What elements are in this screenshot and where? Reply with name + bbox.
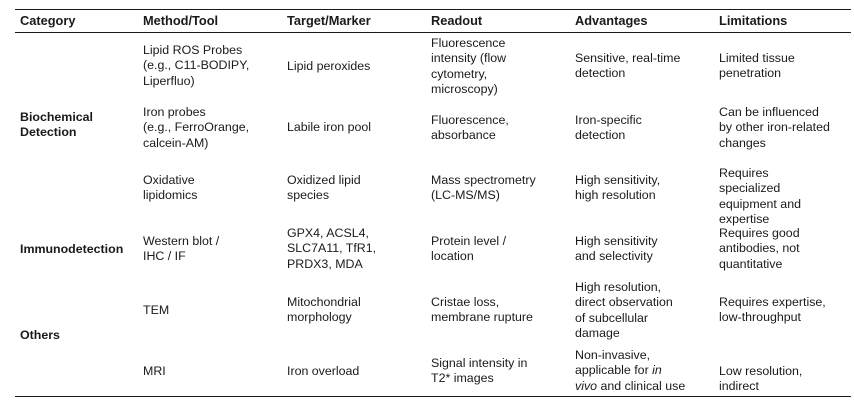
- header-target: Target/Marker: [287, 13, 371, 28]
- advantages-text-part-3: and clinical use: [597, 378, 686, 393]
- category-immunodetection: Immunodetection: [20, 242, 124, 256]
- table-row-5-method: TEM: [143, 303, 170, 317]
- category-biochemical: Biochemical Detection: [20, 110, 93, 140]
- table-row-6-limitations: Low resolution, indirect: [719, 364, 803, 394]
- table-row-3-target: Oxidized lipid species: [287, 173, 361, 203]
- table-row-2-target: Labile iron pool: [287, 120, 372, 134]
- table-row-1-advantages: Sensitive, real-time detection: [575, 51, 681, 81]
- table-row-2-method: Iron probes (e.g., FerroOrange, calcein-AM): [143, 105, 250, 150]
- header-category: Category: [20, 13, 76, 28]
- table-row-2-readout: Fluorescence, absorbance: [431, 113, 509, 143]
- table-row-2-advantages: Iron-specific detection: [575, 113, 642, 143]
- header-method: Method/Tool: [143, 13, 219, 28]
- table-row-5-readout: Cristae loss, membrane rupture: [431, 295, 533, 325]
- table-row-4-limitations: Requires good antibodies, not quantitative: [719, 226, 800, 271]
- category-others: Others: [20, 328, 60, 342]
- advantages-text-part-1: Non-invasive, applicable for: [575, 348, 651, 378]
- table-row-6-readout: Signal intensity in T2* images: [431, 356, 528, 386]
- table-row-3-method: Oxidative lipidomics: [143, 173, 198, 203]
- table-row-4-target: GPX4, ACSL4, SLC7A11, TfR1, PRDX3, MDA: [287, 226, 377, 271]
- table-row-6-method: MRI: [143, 364, 166, 378]
- table-row-5-advantages: High resolution, direct observation of subcellular damage: [575, 280, 673, 341]
- table-row-1-limitations: Limited tissue penetration: [719, 51, 795, 81]
- advantages-italic-in-vivo: in vivo: [575, 363, 662, 393]
- table-row-1-method: Lipid ROS Probes (e.g., C11-BODIPY, Liperfluo): [143, 43, 250, 88]
- header-limitations: Limitations: [719, 13, 788, 28]
- table-row-6-advantages: [575, 348, 685, 394]
- header-advantages: Advantages: [575, 13, 648, 28]
- table-header-rule: [15, 32, 851, 33]
- table-row-5-target: Mitochondrial morphology: [287, 295, 361, 325]
- table-row-3-readout: Mass spectrometry (LC-MS/MS): [431, 173, 536, 203]
- table-row-4-readout: Protein level / location: [431, 234, 507, 264]
- table-row-6-target: Iron overload: [287, 364, 360, 378]
- table-bottom-rule: [15, 396, 851, 397]
- table-row-3-limitations: Requires specialized equipment and expertise: [719, 166, 801, 227]
- table-row-1-target: Lipid peroxides: [287, 59, 371, 73]
- table-row-5-limitations: Requires expertise, low-throughput: [719, 295, 826, 325]
- table-row-4-advantages: High sensitivity and selectivity: [575, 234, 658, 264]
- table-row-2-limitations: Can be influenced by other iron-related changes: [719, 105, 830, 150]
- table-row-1-readout: Fluorescence intensity (flow cytometry, microscopy): [431, 36, 507, 97]
- table-top-rule: [15, 9, 851, 10]
- header-readout: Readout: [431, 13, 483, 28]
- table-row-4-method: Western blot / IHC / IF: [143, 234, 220, 264]
- table-row-3-advantages: High sensitivity, high resolution: [575, 173, 661, 203]
